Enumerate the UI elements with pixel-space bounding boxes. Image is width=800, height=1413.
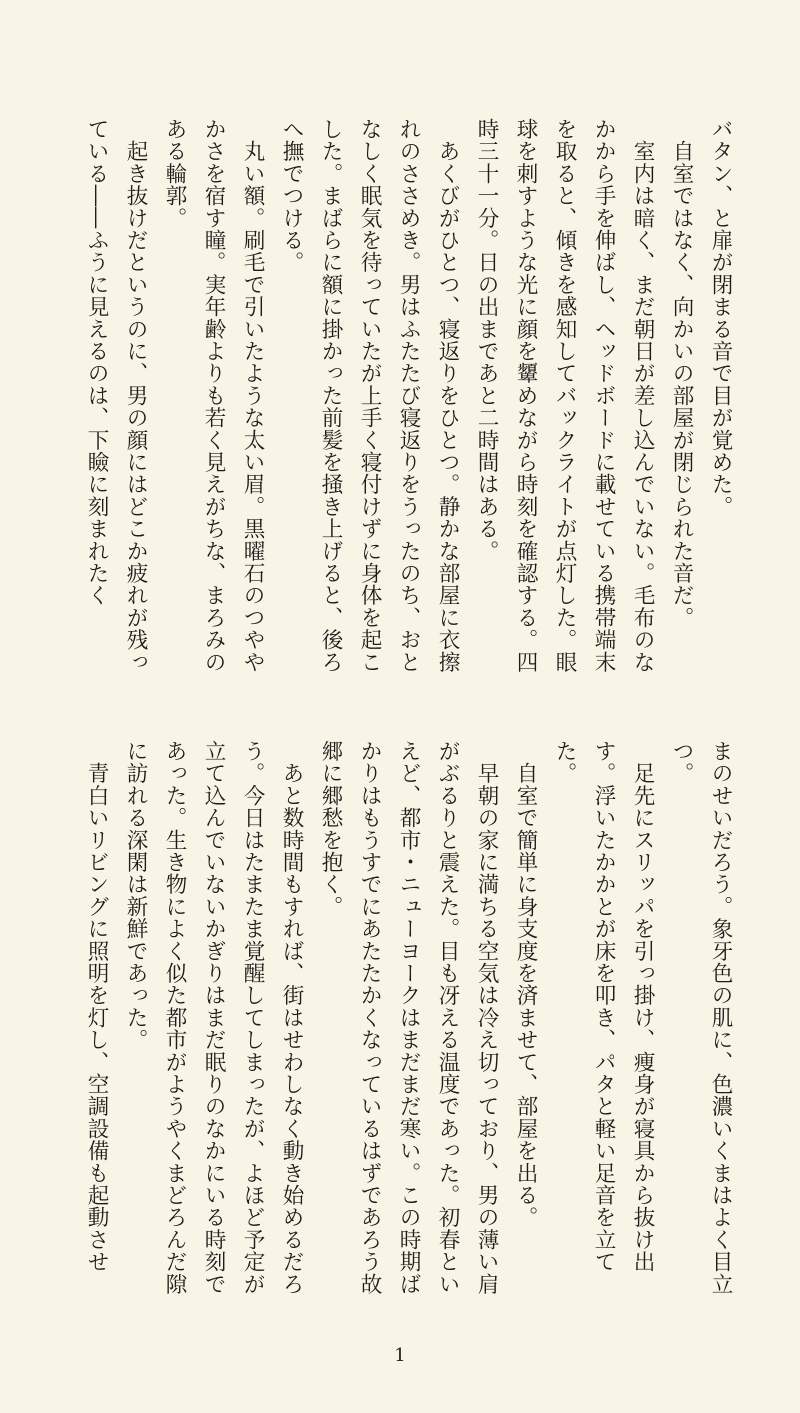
page-number: 1 — [394, 1345, 406, 1366]
paragraph: 早朝の家に満ちる空気は冷え切っており、男の薄い肩がぶるりと震えた。目も冴える温度であった。初春といえど、都市・ニューヨークはまだまだ寒い。この時期ばかりはもうすでにあたたかくなっているはずであろう故郷に郷愁を抱く。 — [318, 740, 499, 1295]
paragraph: まのせいだろう。象牙色の肌に、色濃いくまはよく目立つ。 — [669, 740, 733, 1295]
paragraph: 丸い額。刷毛で引いたような太い眉。黒曜石のつややかさを宿す瞳。実年齢よりも若く見えがちな、まろみのある輪郭。 — [162, 118, 265, 673]
paragraph: 青白いリビングに照明を灯し、空調設備も起動させ — [84, 740, 109, 1273]
paragraph: 自室ではなく、向かいの部屋が閉じられた音だ。 — [669, 118, 694, 629]
paragraph: 室内は暗く、まだ朝日が差し込んでいない。毛布のなかから手を伸ばし、ヘッドボードに載せている携帯端末を取ると、傾きを感知してバックライトが点灯した。眼球を刺すような光に顔を顰めながら時刻を確認する。四時三十一分。日の出まであと二時間はある。 — [474, 118, 655, 673]
paragraph: あと数時間もすれば、街はせわしなく動き始めるだろう。今日はたまたま覚醒してしまったが、よほど予定が立て込んでいないかぎりはまだ眠りのなかにいる時刻であった。生き物によく似た都市がようやくまどろんだ隙に訪れる深閑は新鮮であった。 — [123, 740, 304, 1295]
paragraph: バタン、と扉が閉まる音で目が覚めた。 — [708, 118, 733, 518]
paragraph: 自室で簡単に身支度を済ませて、部屋を出る。 — [513, 740, 538, 1229]
paragraph: あくびがひとつ、寝返りをひとつ。静かな部屋に衣擦れのささめき。男はふたたび寝返りをうったのち、おとなしく眠気を待っていたが上手く寝付けずに身体を起こした。まばらに額に掛かった前髪を掻き上げると、後ろへ撫でつける。 — [279, 118, 460, 673]
paragraph: 足先にスリッパを引っ掛け、痩身が寝具から抜け出す。浮いたかかとが床を叩き、パタと軽い足音を立てた。 — [552, 740, 655, 1273]
text-block-top — [60, 118, 740, 678]
paragraph: 起き抜けだというのに、男の顔にはどこか疲れが残っている――ふうに見えるのは、下瞼に刻まれたく — [84, 118, 148, 673]
text-block-bottom — [60, 740, 740, 1300]
